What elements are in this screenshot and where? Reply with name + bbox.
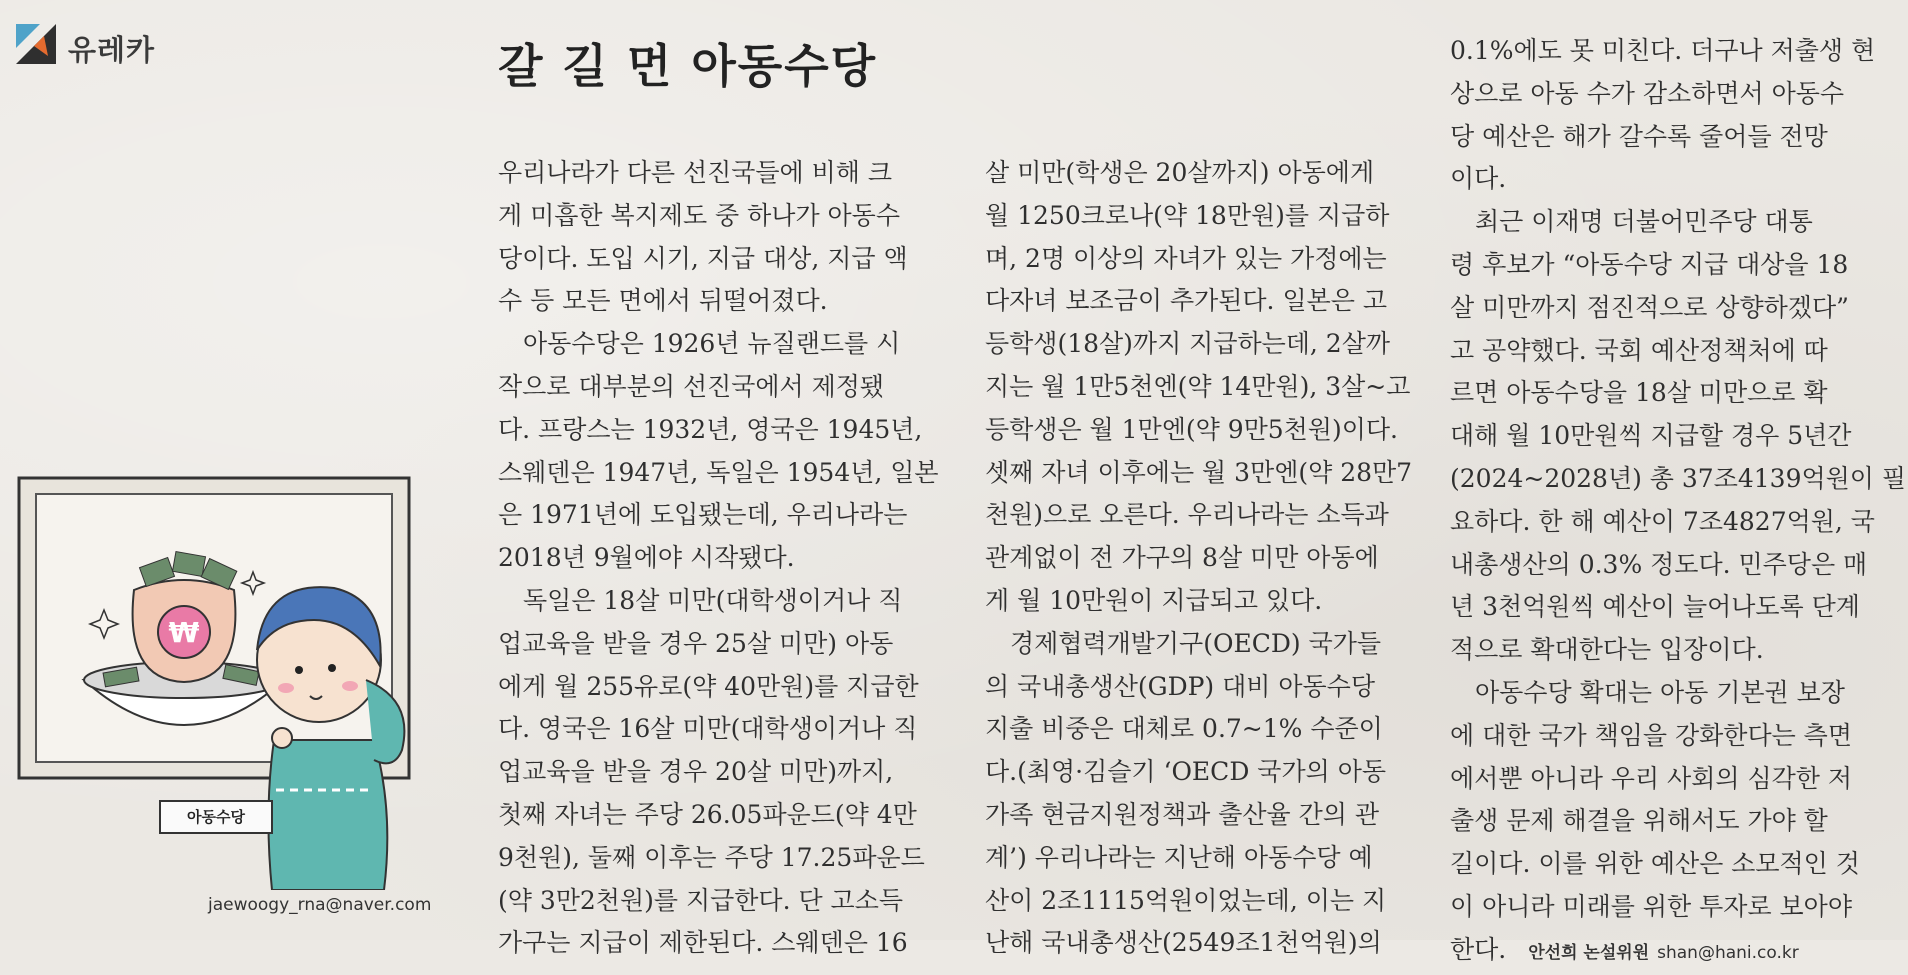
article-line: 고 공약했다. 국회 예산정책처에 따 [1450,335,1828,365]
article-line: 작으로 대부분의 선진국에서 제정됐 [498,371,885,401]
article-line: 산이 2조1115억원이었는데, 이는 지 [985,885,1387,915]
column-logo [14,22,194,74]
article-line: 셋째 자녀 이후에는 월 3만엔(약 28만7 [985,457,1413,487]
article-line: 지는 월 1만5천엔(약 14만원), 3살~고 [985,371,1411,401]
article-line: 독일은 18살 미만(대학생이거나 직 [498,585,903,615]
article-line: 요하다. 한 해 예산이 7조4827억원, 국 [1450,506,1875,536]
article-line: 상으로 아동 수가 감소하면서 아동수 [1450,78,1845,108]
article-line: 살 미만(학생은 20살까지) 아동에게 [985,158,1375,187]
article-line: 가족 현금지원정책과 출산율 간의 관 [985,799,1380,829]
article-line: 등학생(18살)까지 지급하는데, 2살까 [985,329,1391,359]
article-line: 내총생산의 0.3% 정도다. 민주당은 매 [1450,549,1868,579]
article-column-3 [1450,30,1907,972]
article-line: 업교육을 받을 경우 20살 미만)까지, [498,757,894,787]
article-line: 살 미만까지 점진적으로 상향하겠다” [1450,292,1849,322]
article-line: 지출 비중은 대체로 0.7~1% 수준이 [985,714,1383,744]
logo-text: 유레카 [68,33,156,67]
article-line: 령 후보가 “아동수당 지급 대상을 18 [1450,249,1849,279]
article-line: 계’) 우리나라는 지난해 아동수당 예 [985,842,1373,872]
article-line: 길이다. 이를 위한 예산은 소모적인 것 [1450,849,1860,879]
article-column-1 [498,152,939,965]
article-column-2 [985,152,1417,965]
article-line: (2024~2028년) 총 37조4139억원이 필 [1450,463,1907,493]
article-line: 아동수당은 1926년 뉴질랜드를 시 [498,329,901,359]
article-line: (약 3만2천원)를 지급한다. 단 고소득 [498,885,904,915]
article-line: 다. 영국은 16살 미만(대학생이거나 직 [498,714,918,744]
article-line: 2018년 9월에야 시작됐다. [498,543,795,573]
article-line: 며, 2명 이상의 자녀가 있는 가정에는 [985,243,1387,273]
byline-email[interactable]: shan@hani.co.kr [1657,942,1799,963]
article-line: 천원)으로 오른다. 우리나라는 소득과 [985,500,1389,530]
article-line: 최근 이재명 더불어민주당 대통 [1450,207,1813,237]
article-line: 수 등 모든 면에서 뒤떨어졌다. [498,286,828,316]
svg-text:₩: ₩ [168,616,200,649]
article-line: 출생 문제 해결을 위해서도 가야 할 [1450,806,1828,836]
article-line: 첫째 자녀는 주당 26.05파운드(약 4만 [498,799,917,829]
article-line: 0.1%에도 못 미친다. 더구나 저출생 현 [1450,36,1876,65]
article-line: 가구는 지급이 제한된다. 스웨덴은 16 [498,928,908,958]
article-line: 르면 아동수당을 18살 미만으로 확 [1450,378,1828,408]
article-line: 업교육을 받을 경우 25살 미만) 아동 [498,628,894,658]
article-line-text: 한다. [1450,934,1507,964]
article-line: 아동수당 확대는 아동 기본권 보장 [1450,677,1845,707]
article-line: 경제협력개발기구(OECD) 국가들 [985,628,1382,658]
article-line: 은 1971년에 도입됐는데, 우리나라는 [498,500,908,530]
article-line: 9천원), 둘째 이후는 주당 17.25파운드 [498,842,925,872]
article-line: 등학생은 월 1만엔(약 9만5천원)이다. [985,414,1398,444]
article-line: 다.(최영·김슬기 ‘OECD 국가의 아동 [985,757,1387,787]
illustration-credit: jaewoogy_rna@naver.com [208,895,432,915]
article-line: 에 대한 국가 책임을 강화한다는 측면 [1450,720,1852,750]
article-line: 당이다. 도입 시기, 지급 대상, 지급 액 [498,243,908,273]
article-line: 우리나라가 다른 선진국들에 비해 크 [498,158,893,187]
article-line: 관계없이 전 가구의 8살 미만 아동에 [985,543,1379,573]
article-line: 다. 프랑스는 1932년, 영국은 1945년, [498,414,923,444]
article-headline: 갈 길 먼 아동수당 [498,39,878,93]
eureka-logo-icon [14,22,58,66]
illustration [14,470,464,920]
article-line: 의 국내총생산(GDP) 대비 아동수당 [985,671,1375,701]
article-line: 월 1250크로나(약 18만원)를 지급하 [985,200,1390,230]
article-line: 에서뿐 아니라 우리 사회의 심각한 저 [1450,763,1852,793]
article-line: 다자녀 보조금이 추가된다. 일본은 고 [985,286,1387,316]
article-line: 게 미흡한 복지제도 중 하나가 아동수 [498,200,900,230]
frame-label: 아동수당 [159,800,273,834]
article-line: 대해 월 10만원씩 지급할 경우 5년간 [1450,421,1852,451]
article-line: 이 아니라 미래를 위한 투자로 보아야 [1450,891,1852,921]
article-line: 난해 국내총생산(2549조1천억원)의 [985,928,1382,958]
article-line: 당 예산은 해가 갈수록 줄어들 전망 [1450,121,1828,151]
article-line: 년 3천억원씩 예산이 늘어나도록 단계 [1450,592,1860,622]
article-line: 이다. [1450,164,1507,194]
article-line: 에게 월 255유로(약 40만원)를 지급한 [498,671,919,701]
article-line: 스웨덴은 1947년, 독일은 1954년, 일본 [498,457,939,487]
article-line [1450,929,1890,972]
article-line: 적으로 확대한다는 입장이다. [1450,635,1764,665]
article-line: 게 월 10만원이 지급되고 있다. [985,585,1323,615]
byline-author: 안선희 논설위원 [1528,942,1650,963]
